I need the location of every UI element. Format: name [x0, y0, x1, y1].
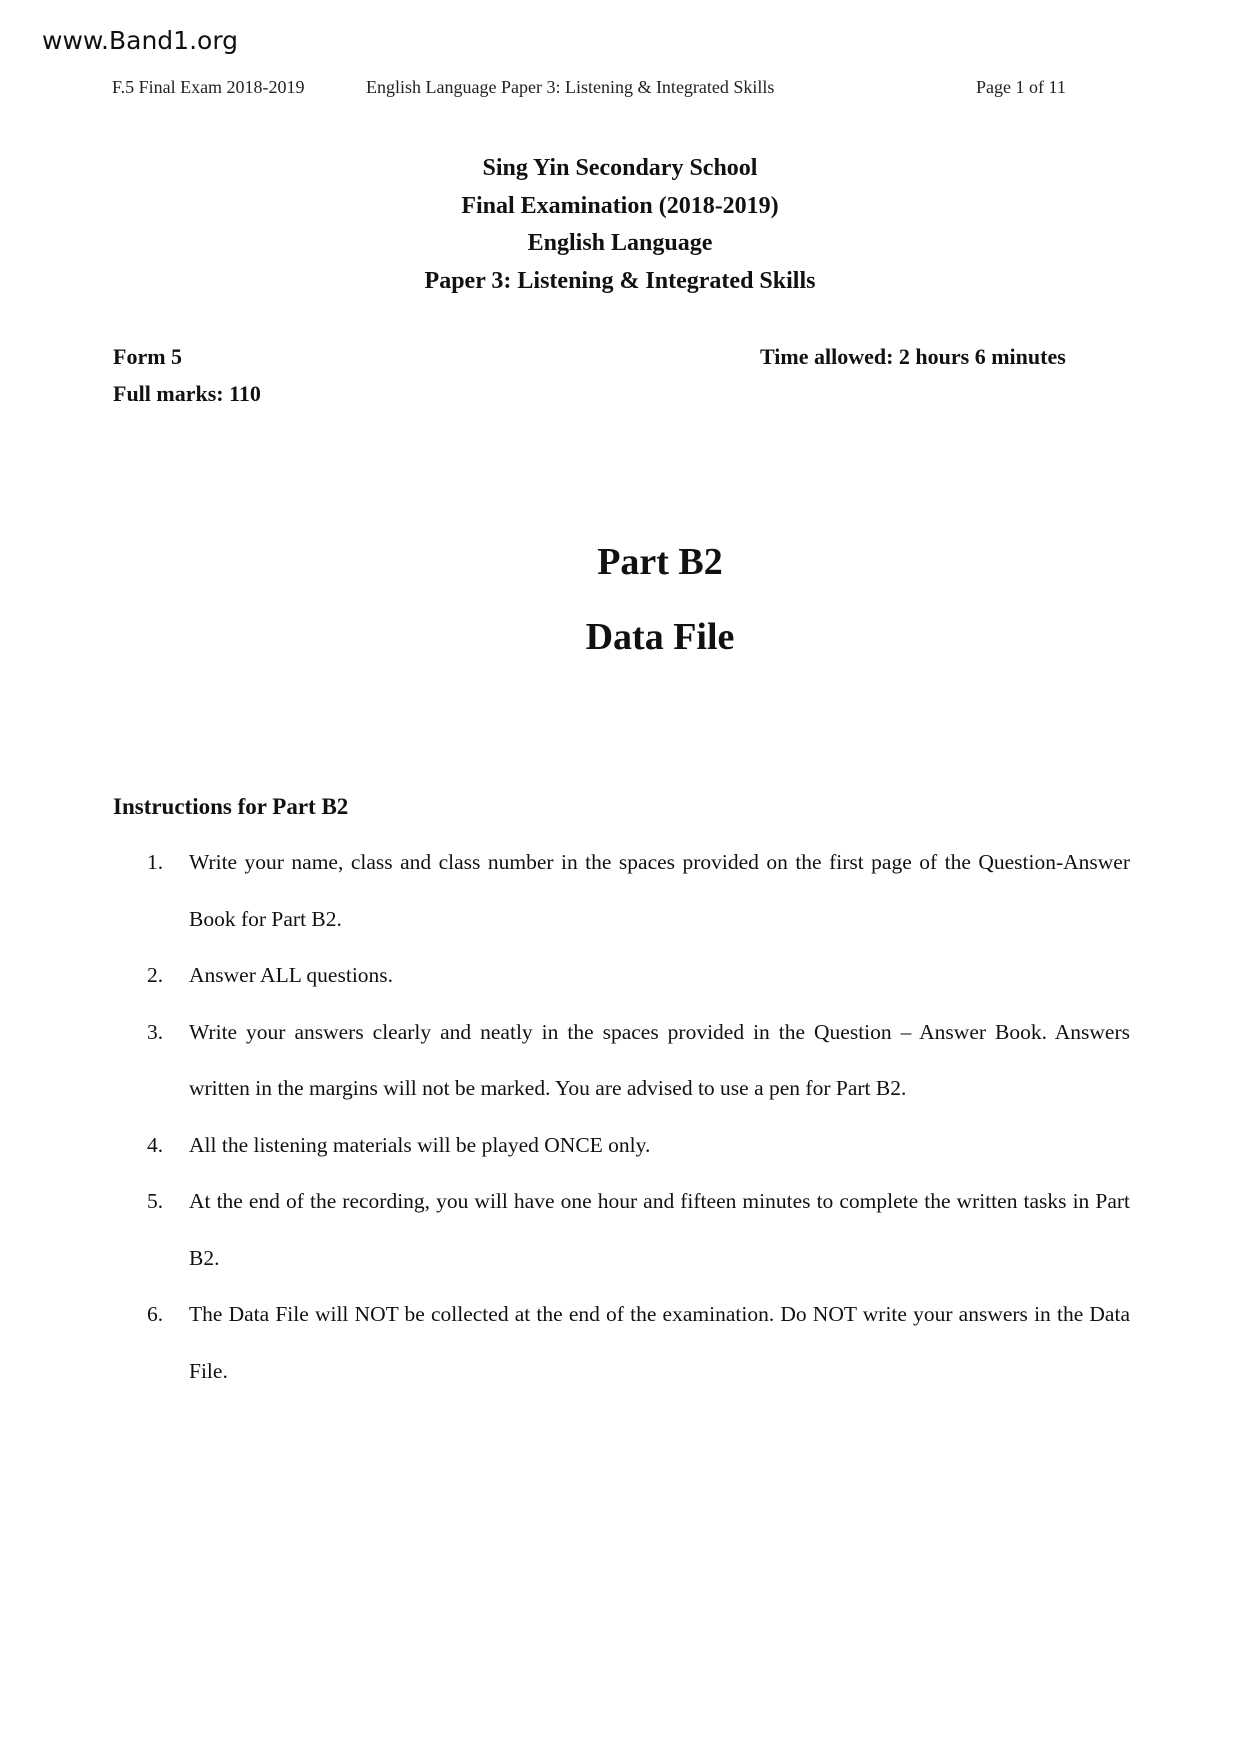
- instruction-text: All the listening materials will be played ONCE only.: [189, 1132, 651, 1157]
- paper-name: Paper 3: Listening & Integrated Skills: [424, 267, 816, 294]
- school-name: Sing Yin Secondary School: [482, 155, 758, 181]
- instruction-item: [147, 947, 1130, 1004]
- full-marks-label: Full marks: 110: [113, 381, 261, 406]
- instruction-item: [147, 1004, 1130, 1117]
- header-page-number: Page 1 of 11: [976, 77, 1066, 97]
- instruction-text: The Data File will NOT be collected at the end of the examination. Do NOT write your answers in the Data File.: [189, 1302, 1130, 1383]
- part-title: Part B2: [597, 541, 723, 583]
- header-exam-label: F.5 Final Exam 2018-2019: [112, 77, 305, 97]
- instruction-text: Write your name, class and class number in the spaces provided on the first page of the Question-Answer Book for Part B2.: [189, 850, 1130, 931]
- data-file-title: Data File: [585, 616, 735, 658]
- instruction-text: Answer ALL questions.: [189, 963, 394, 987]
- watermark-url: www.Band1.org: [42, 26, 239, 55]
- instruction-text: At the end of the recording, you will have one hour and fifteen minutes to complete the written tasks in Part B2.: [189, 1189, 1130, 1270]
- instructions-heading: Instructions for Part B2: [113, 794, 349, 819]
- instruction-text: Write your answers clearly and neatly in the spaces provided in the Question – Answer Book. Answers written in the margins will not be marked. You are advised to use a pen for Part B2.: [189, 1019, 1130, 1100]
- instruction-number: 1.: [147, 850, 164, 874]
- instruction-item: [147, 834, 1130, 947]
- school-title-block: [0, 150, 1240, 300]
- instruction-number: 2.: [147, 963, 164, 987]
- exam-name: Final Examination (2018-2019): [461, 192, 779, 219]
- instructions-list: [147, 834, 1130, 1399]
- header-paper-label: English Language Paper 3: Listening & Integrated Skills: [366, 77, 775, 97]
- subject-name: English Language: [527, 230, 713, 256]
- instruction-item: [147, 1173, 1130, 1286]
- instruction-item: [147, 1286, 1130, 1399]
- time-allowed-label: Time allowed: 2 hours 6 minutes: [760, 344, 1066, 369]
- instruction-number: 5.: [147, 1189, 164, 1213]
- instruction-number: 4.: [147, 1132, 164, 1157]
- form-label: Form 5: [113, 344, 183, 369]
- instruction-number: 3.: [147, 1019, 164, 1044]
- instruction-number: 6.: [147, 1302, 164, 1326]
- instruction-item: [147, 1117, 1130, 1174]
